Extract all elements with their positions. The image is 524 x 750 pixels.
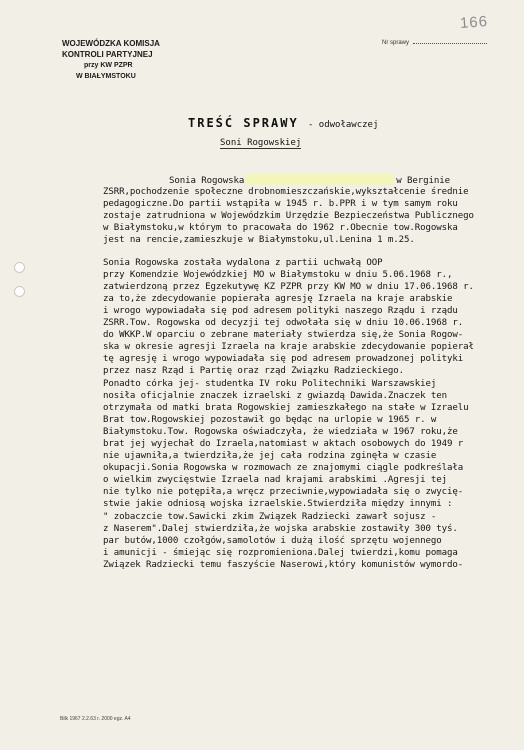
text-line: brat jej wyjechał do Izraela,natomiast w aktach osobowych do 1949 r [103, 438, 464, 449]
text-line: pedagogiczne.Do partii wstąpiła w 1945 r. b.PPR i w tym samym roku [103, 199, 458, 210]
punch-hole [14, 262, 25, 273]
text-line: stwie jakie odniosą wojska izraelskie.Stwierdziła między innymi : [103, 499, 453, 510]
text-line: " zobaczcie tow.Sawicki zkim Związek Radziecki zawarł sojusz - [103, 511, 437, 522]
text-line: tę agresję i wrogo wypowiadała się pod adresem prowadzonej polityki [103, 354, 464, 365]
document-subtitle: Soni Rogowskiej [220, 138, 302, 148]
letterhead-line: W BIAŁYMSTOKU [76, 73, 136, 80]
paragraph-1 [103, 174, 498, 247]
reference-blank-line [413, 43, 487, 44]
text-line: Związek Radziecki temu faszyście Naserowi,który komunistów wymordo- [103, 559, 464, 570]
text-line: i wrogo wypowiadała się pod adresem polityki naszego Rządu i rządu [103, 305, 458, 316]
text-line: okupacji.Sonia Rogowska w rozmowach ze znajomymi ciągle podkreślała [103, 463, 464, 474]
reference-number [382, 40, 487, 46]
text-line [103, 174, 498, 186]
text-line: nosiła oficjalnie znaczek izraelski z gwiazdą Dawida.Znaczek ten [103, 390, 447, 401]
text-line: do WKKP.W oparciu o zebrane materiały stwierdza się,że Sonia Rogow- [103, 330, 464, 341]
text-line: par butów,1000 czołgów,samolotów i dużą ilość sprzętu wojennego [103, 535, 442, 546]
text-line: otrzymała od matki brata Rogowskiej zamieszkałego na stałe w Izraelu [103, 402, 469, 413]
text-line: i amunicji - śmiejąc się rozpromieniona.Dalej twierdzi,komu pomaga [103, 547, 458, 558]
text-line: Ponadto córka jej- studentka IV roku Politechniki Warszawskiej [103, 378, 437, 389]
document-title [188, 116, 378, 130]
text-fragment: w Berginie [396, 176, 450, 186]
text-line: o wielkim zwycięstwie Izraela nad krajami arabskimi .Agresji tej [103, 475, 447, 486]
text-line: przy Komendzie Wojewódzkiej MO w Białymstoku w dniu 5.06.1968 r., [103, 269, 453, 280]
letterhead-line: przy KW PZPR [84, 62, 133, 69]
title-text: TREŚĆ SPRAWY [188, 116, 299, 130]
letterhead-line: KONTROLI PARTYJNEJ [62, 50, 153, 59]
text-line: ska w okresie agresji Izraela na kraje arabskie zdecydowanie popierał [103, 342, 474, 353]
paragraph-2 [103, 257, 498, 571]
text-line: jest na rencie,zamieszkuje w Białymstoku,ul.Lenina 1 m.25. [103, 235, 415, 246]
text-line: w Białymstoku,w którym to pracowała do 1962 r.Obecnie tow.Rogowska [103, 223, 458, 234]
title-suffix: - odwoławczej [307, 120, 379, 130]
text-line: Brat tow.Rogowskiej pozostawił go będąc na urlopie w 1965 r. w [103, 414, 437, 425]
text-line: przez nasz Rząd i Partię oraz rząd Związku Radzieckiego. [103, 366, 404, 377]
text-line: nie tylko nie potępiła,a wręcz przeciwnie,wypowiadała się o zwycię- [103, 487, 464, 498]
text-line: nie ujawniła,a twierdziła,że jej cała rodzina zginęła w czasie [103, 451, 437, 462]
reference-label: Nr sprawy [382, 40, 410, 46]
text-line: ZSRR,pochodzenie społeczne drobnomieszczańskie,wykształcenie średnie [103, 187, 469, 198]
text-line: za to,że zdecydowanie popierała agresję Izraela na kraje arabskie [103, 293, 453, 304]
text-line: ZSRR.Tow. Rogowska od decyzji tej odwołała się w dniu 10.06.1968 r. [103, 318, 464, 329]
redaction-highlight [246, 174, 394, 185]
document-body [103, 174, 498, 581]
text-fragment: Sonia Rogowska [169, 176, 245, 186]
text-line: zatwierdzoną przez Egzekutywę KZ PZPR przy KW MO w dniu 17.06.1968 r. [103, 281, 474, 292]
text-line: z Naserem".Dalej stwierdziła,że wojska arabskie zostawiły 300 tyś. [103, 523, 458, 534]
text-line: Sonia Rogowska została wydalona z partii uchwałą OOP [103, 257, 383, 268]
text-line: zostaje zatrudniona w Wojewódzkim Urzędzie Bezpieczeństwa Publicznego [103, 211, 474, 222]
punch-hole [14, 286, 25, 297]
letterhead-line: WOJEWÓDZKA KOMISJA [62, 39, 160, 48]
letterhead [62, 38, 262, 82]
print-footer: Bilk 1967 2.2.63 r. 2000 egz. A4 [60, 716, 131, 722]
text-line: Białymstoku.Tow. Rogowska oświadczyła, że wiedziała w 1967 roku,że [103, 426, 458, 437]
page-number: 166 [459, 13, 489, 32]
